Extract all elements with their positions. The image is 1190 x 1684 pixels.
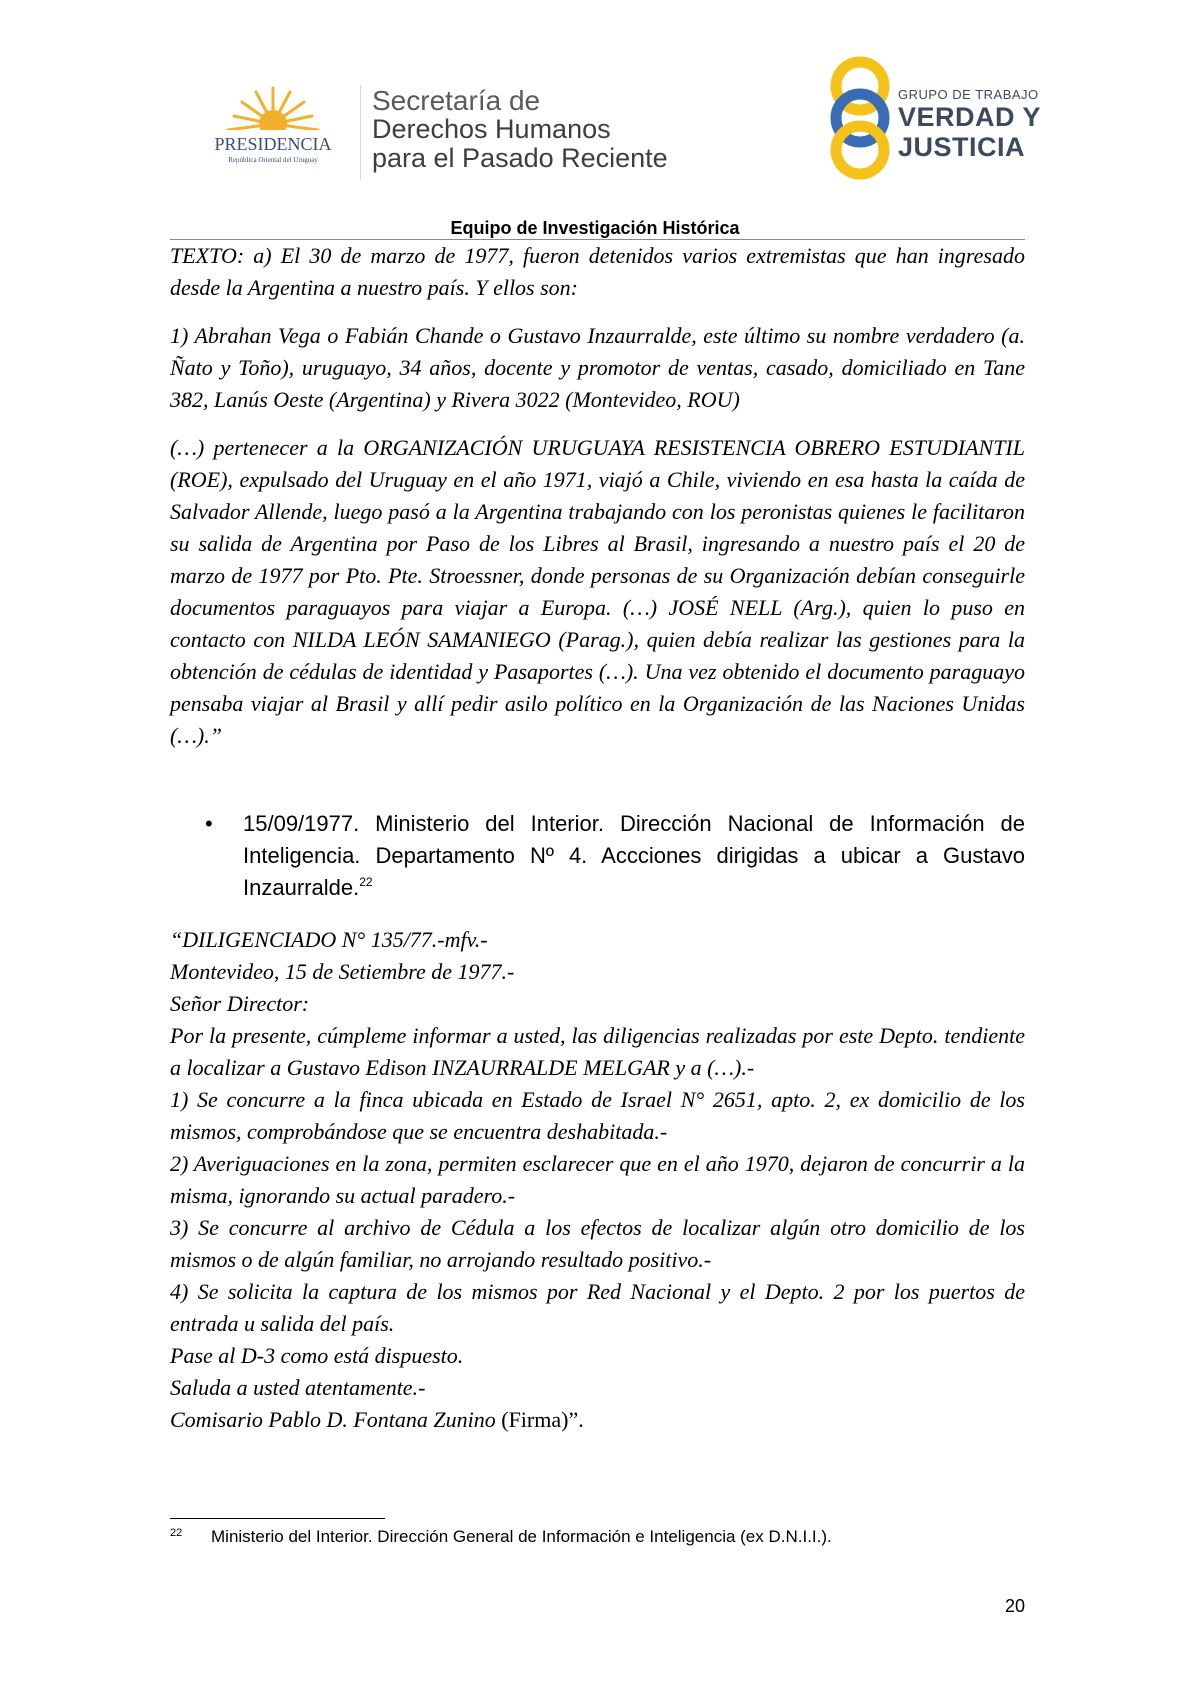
paragraph-texto: TEXTO: a) El 30 de marzo de 1977, fueron detenidos varios extremistas que han ingresado desde la Argentina a nuestro país. Y ellos son:	[170, 243, 1025, 300]
footnote-rule	[170, 1518, 385, 1519]
gtvj-line-2: JUSTICIA	[898, 132, 1026, 162]
quote-line-item-2: 2) Averiguaciones en la zona, permiten esclarecer que en el año 1970, dejaron de concurrir a la misma, ignorando su actual paradero.-	[170, 1151, 1025, 1208]
quote-line-saluda: Saluda a usted atentamente.-	[170, 1375, 426, 1400]
page-number: 20	[1004, 1596, 1025, 1616]
presidencia-name: PRESIDENCIA	[214, 134, 332, 154]
signature-mark: (Firma)”.	[501, 1407, 584, 1432]
gtvj-line-1: VERDAD Y	[898, 102, 1042, 132]
presidencia-sun-logo	[198, 80, 348, 180]
quote-line-pase: Pase al D-3 como está dispuesto.	[170, 1343, 464, 1368]
quoted-document	[170, 924, 1025, 1436]
paragraph-abrahan-vega: 1) Abrahan Vega o Fabián Chande o Gustavo Inzaurralde, este último su nombre verdadero (a. Ñato y Toño), uruguayo, 34 años, docente y promotor de ventas, casado, domiciliado en Tane 382, Lanús Oeste (Argentina) y Rivera 3022 (Montevideo, ROU)	[170, 323, 1025, 412]
quote-line-diligenciado: “DILIGENCIADO N° 135/77.-mfv.-	[170, 927, 488, 952]
page-header	[0, 0, 1190, 230]
signature-name: Comisario Pablo D. Fontana Zunino	[170, 1407, 502, 1432]
paragraph-pertenecer: (…) pertenecer a la ORGANIZACIÓN URUGUAYA RESISTENCIA OBRERO ESTUDIANTIL (ROE), expulsado del Uruguay en el año 1971, viajó a Chile, viviendo en esa hasta la caída de Salvador Allende, luego pasó a la Argentina trabajando con los peronistas quienes le facilitaron su salida de Argentina por Paso de los Libres al Brasil, ingresando a nuestro país el 20 de marzo de 1977 por Pto. Pte. Stroessner, donde personas de su Organización debían conseguirle documentos paraguayos para viajar a Europa. (…) JOSÉ NELL (Arg.), quien lo puso en contacto con NILDA LEÓN SAMANIEGO (Parag.), quien debía realizar las gestiones para la obtención de cédulas de identidad y Pasaportes (…). Una vez obtenido el documento paraguayo pensaba viajar al Brasil y allí pedir asilo político en la Organización de las Naciones Unidas (…).”	[170, 435, 1025, 748]
document-body	[170, 240, 1025, 768]
bullet-item	[205, 808, 1025, 904]
bullet-icon: •	[205, 811, 213, 836]
quote-line-item-3: 3) Se concurre al archivo de Cédula a los efectos de localizar algún otro domicilio de los mismos o de algún familiar, no arrojando resultado positivo.-	[170, 1215, 1025, 1272]
quote-line-item-4: 4) Se solicita la captura de los mismos por Red Nacional y el Depto. 2 por los puertos de entrada u salida del país.	[170, 1279, 1025, 1336]
quote-line-salutation: Señor Director:	[170, 991, 310, 1016]
gtvj-small-text: GRUPO DE TRABAJO	[898, 87, 1039, 102]
quote-line-intro: Por la presente, cúmpleme informar a usted, las diligencias realizadas por este Depto. tendiente a localizar a Gustavo Edison INZAURRALDE MELGAR y a (…).-	[170, 1023, 1025, 1080]
secretaria-line-2: Derechos Humanos	[372, 114, 611, 145]
sun-icon	[218, 88, 328, 140]
footnote	[170, 1526, 1025, 1548]
quote-line-item-1: 1) Se concurre a la finca ubicada en Estado de Israel N° 2651, apto. 2, ex domicilio de los mismos, comprobándose que se encuentra deshabitada.-	[170, 1087, 1025, 1144]
verdad-justicia-logo-text	[898, 88, 1041, 161]
team-title: Equipo de Investigación Histórica	[450, 218, 740, 238]
quote-line-date: Montevideo, 15 de Setiembre de 1977.-	[170, 959, 515, 984]
footnote-text: Ministerio del Interior. Dirección General de Información e Inteligencia (ex D.N.I.I.).	[211, 1527, 832, 1546]
footnote-number: 22	[170, 1527, 183, 1539]
bullet-text: 15/09/1977. Ministerio del Interior. Dirección Nacional de Información de Inteligencia. Departamento Nº 4. Accciones dirigidas a ubicar a Gustavo Inzaurralde.	[243, 811, 1025, 900]
presidencia-subtitle: República Oriental del Uruguay	[228, 156, 318, 164]
secretaria-line-1: Secretaría de	[372, 85, 541, 116]
secretaria-line-3: para el Pasado Reciente	[372, 142, 668, 173]
quote-line-signature	[170, 1404, 1025, 1436]
header-divider	[360, 85, 361, 180]
verdad-justicia-rings-logo	[822, 56, 902, 180]
secretaria-logo-text	[372, 86, 668, 172]
footnote-reference[interactable]: 22	[359, 875, 373, 889]
